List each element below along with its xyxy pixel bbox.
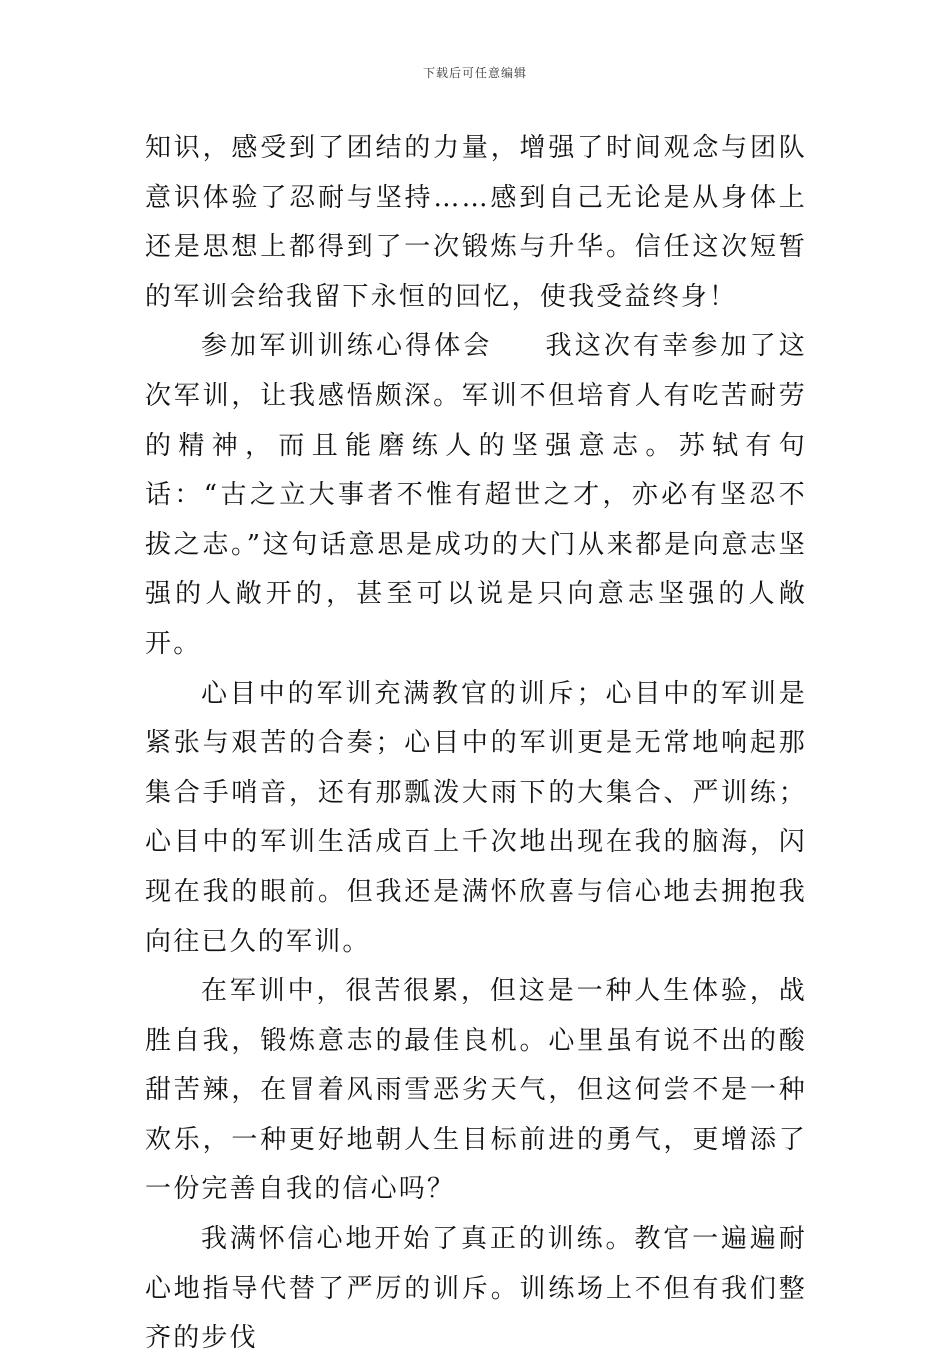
paragraph-2 bbox=[145, 322, 807, 669]
paragraph-5: 我满怀信心地开始了真正的训练。教官一遍遍耐心地指导代替了严厉的训斥。训练场上不但有我们整齐的步伐 bbox=[145, 1224, 807, 1354]
paragraph-4: 在军训中，很苦很累，但这是一种人生体验，战胜自我，锻炼意志的最佳良机。心里虽有说不出的酸甜苦辣，在冒着风雨雪恶劣天气，但这何尝不是一种欢乐，一种更好地朝人生目标前进的勇气，更增添了一份完善自我的信心吗？ bbox=[145, 976, 807, 1205]
document-body bbox=[145, 124, 807, 1364]
section-heading: 参加军训训练心得体会 bbox=[201, 331, 493, 362]
page-header: 下载后可任意编辑 bbox=[422, 66, 527, 80]
paragraph-3: 心目中的军训充满教官的训斥；心目中的军训是紧张与艰苦的合奏；心目中的军训更是无常地响起那集合手哨音，还有那瓢泼大雨下的大集合、严训练；心目中的军训生活成百上千次地出现在我的脑海，闪现在我的眼前。但我还是满怀欣喜与信心地去拥抱我向往已久的军训。 bbox=[145, 678, 807, 957]
paragraph-1: 知识，感受到了团结的力量，增强了时间观念与团队意识体验了忍耐与坚持……感到自己无论是从身体上还是思想上都得到了一次锻炼与升华。信任这次短暂的军训会给我留下永恒的回忆，使我受益终身！ bbox=[145, 133, 807, 312]
paragraph-2-text: 我这次有幸参加了这次军训，让我感悟颇深。军训不但培育人有吃苦耐劳的精神，而且能磨练人的坚强意志。苏轼有句话：“古之立大事者不惟有超世之才，亦必有坚忍不拔之志。”这句话意思是成功的大门从来都是向意志坚强的人敞开的，甚至可以说是只向意志坚强的人敞开。 bbox=[145, 331, 807, 659]
